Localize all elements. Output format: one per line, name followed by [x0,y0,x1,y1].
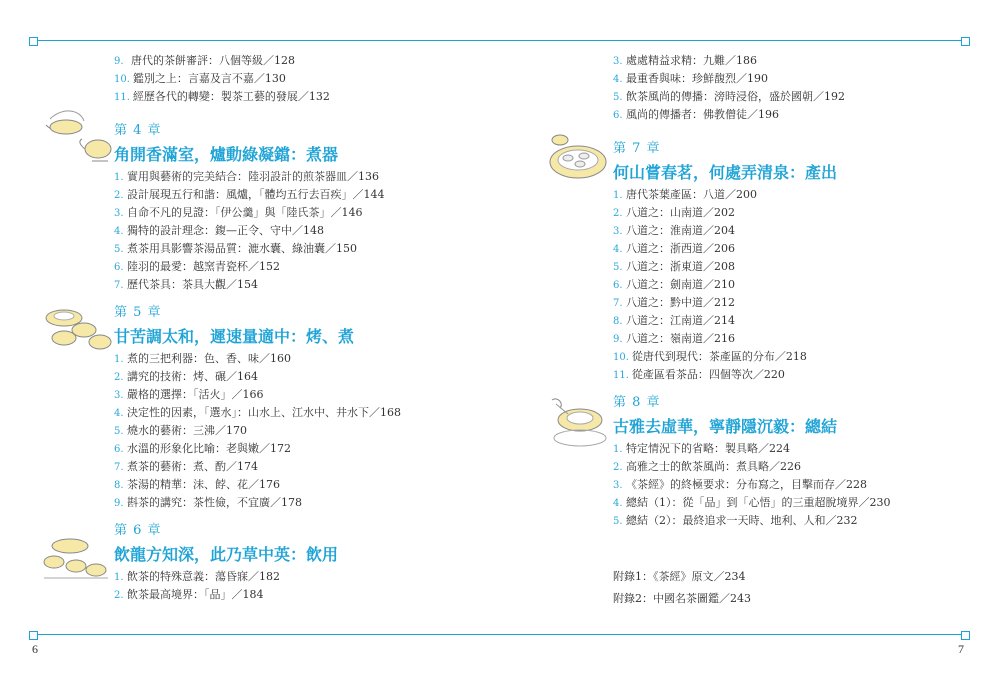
tea-cups-icon [40,530,112,586]
entry-number: 4. [613,244,623,255]
entry-text: 鑑別之上：言嘉及言不嘉／130 [132,72,286,85]
entry-text: 從產區看茶品：四個等次／220 [631,368,785,381]
entry-text: 燒水的藝術：三沸／170 [127,424,247,437]
entry-text: 歷代茶具：茶具大觀／154 [127,278,258,291]
entry-text: 唐代的茶餅審評：八個等級／128 [131,54,295,67]
entry-number: 7. [114,462,124,473]
entry-text: 唐代茶葉產區：八道／200 [626,188,757,201]
toc-entry[interactable] [613,240,993,258]
toc-entry[interactable] [114,458,494,476]
toc-entry[interactable] [114,240,494,258]
toc-entry[interactable] [114,276,494,294]
entry-number: 1. [114,572,124,583]
entry-number: 1. [613,190,623,201]
toc-entry[interactable] [114,204,494,222]
entry-number: 9. [114,56,124,67]
tea-set-icon [42,298,114,356]
entry-number: 5. [613,262,623,273]
left-top-items [114,52,494,106]
toc-entry[interactable] [114,52,494,70]
entry-text: 煮茶的藝術：煮、酌／174 [127,460,258,473]
toc-entry[interactable] [613,476,993,494]
entry-number: 8. [114,480,124,491]
toc-entry[interactable] [114,568,494,586]
entry-text: 從唐代到現代：茶產區的分布／218 [631,350,807,363]
chapter-7 [613,138,993,384]
entry-number: 7. [114,280,124,291]
entry-text: 八道之：嶺南道／216 [626,332,735,345]
entry-text: 八道之：浙東道／208 [626,260,735,273]
toc-entry[interactable] [114,494,494,512]
chapter-4 [114,120,494,294]
chapter-label: 第 6 章 [114,523,162,538]
entry-number: 3. [613,56,623,67]
entry-text: 八道之：劍南道／210 [626,278,735,291]
entry-text: 講究的技術：烤、碾／164 [127,370,258,383]
chapter-title[interactable]: 何山嘗春茗，何處弄清泉：產出 [613,163,838,182]
entry-number: 10. [613,352,629,363]
entry-text: 飲茶的特殊意義：蕩昏寐／182 [127,570,280,583]
entry-number: 5. [613,92,623,103]
toc-entry[interactable] [613,330,993,348]
corner-mark [29,37,38,46]
entry-number: 8. [613,316,623,327]
entry-text: 煮茶用具影響茶湯品質：漉水囊、綠油囊／150 [127,242,357,255]
entry-text: 陸羽的最愛：越窯青瓷杯／152 [127,260,280,273]
toc-entry[interactable] [613,494,993,512]
toc-entry[interactable] [613,348,993,366]
entry-number: 3. [613,480,623,491]
teapot-icon [42,105,114,167]
corner-mark [961,631,970,640]
toc-entry[interactable] [613,440,993,458]
appendix-entry[interactable]: 附錄2：中國名茶圖鑑／243 [613,592,751,605]
right-page-toc [613,52,993,610]
entry-number: 2. [114,590,124,601]
entry-text: 風尚的傳播者：佛教僧徒／196 [626,108,779,121]
chapter-label: 第 8 章 [613,395,661,410]
top-rule [32,40,967,41]
page-number-left: 6 [32,642,38,656]
entry-text: 飲茶最高境界：「品」／184 [127,588,264,601]
entry-number: 5. [613,516,623,527]
entry-number: 9. [613,334,623,345]
toc-entry[interactable] [613,258,993,276]
toc-entry[interactable] [114,422,494,440]
entry-number: 6. [613,110,623,121]
entry-text: 八道之：江南道／214 [626,314,735,327]
toc-entry[interactable] [613,70,993,88]
entry-text: 經歷各代的轉變：製茶工藝的發展／132 [132,90,330,103]
entry-number: 1. [114,354,124,365]
entry-text: 設計展現五行和諧：風爐，「體均五行去百疾」／144 [127,188,385,201]
entry-text: 八道之：浙西道／206 [626,242,735,255]
entry-text: 斟茶的講究：茶性儉，不宜廣／178 [127,496,302,509]
toc-entry[interactable] [114,440,494,458]
entry-text: 自命不凡的見證：「伊公羹」與「陸氏茶」／146 [127,206,363,219]
entry-text: 高雅之士的飲茶風尚：煮具略／226 [626,460,801,473]
toc-entry[interactable] [613,186,993,204]
entry-number: 3. [114,390,124,401]
toc-entry[interactable] [613,106,993,124]
chapter-title[interactable]: 角開香滿室，爐動綠凝鐺：煮器 [114,145,339,164]
entry-text: 八道之：黔中道／212 [626,296,735,309]
chapter-title[interactable]: 甘苦調太和，遲速量適中：烤、煮 [114,327,355,346]
bottom-rule [32,634,967,635]
toc-entry[interactable] [114,404,494,422]
appendix-entry[interactable]: 附錄1：《茶經》原文／234 [613,570,746,583]
appendix-list [613,566,993,610]
chapter-8 [613,392,993,530]
chapter-6 [114,520,494,604]
entry-text: 《茶經》的終極要求：分布寫之，目擊而存／228 [626,478,867,491]
entry-number: 7. [613,298,623,309]
toc-entry[interactable] [613,52,993,70]
entry-number: 10. [114,74,130,85]
entry-text: 飲茶風尚的傳播：滂時浸俗，盛於國朝／192 [626,90,845,103]
toc-entry[interactable] [613,294,993,312]
entry-number: 3. [114,208,124,219]
toc-entry[interactable] [114,586,494,604]
entry-number: 1. [613,444,623,455]
toc-entry[interactable] [114,186,494,204]
entry-text: 獨特的設計理念：鍑—正令、守中／148 [127,224,324,237]
entry-text: 八道之：山南道／202 [626,206,735,219]
toc-entry[interactable] [114,258,494,276]
chapter-label: 第 5 章 [114,305,162,320]
toc-entry[interactable] [114,168,494,186]
entry-number: 4. [613,74,623,85]
chapter-5 [114,302,494,512]
entry-text: 處處精益求精：九難／186 [626,54,757,67]
toc-entry[interactable] [613,512,993,530]
entry-number: 4. [613,498,623,509]
entry-number: 4. [114,408,124,419]
toc-entry[interactable] [114,88,494,106]
entry-text: 總結（2）：最終追求一天時、地利、人和／232 [626,514,858,527]
toc-entry[interactable] [114,386,494,404]
chapter-title[interactable]: 古雅去虛華，寧靜隱沉毅：總結 [613,417,838,436]
entry-text: 最重香與味：珍鮮馥烈／190 [626,72,768,85]
entry-text: 總結（1）：從「品」到「心悟」的三重超脫境界／230 [626,496,891,509]
toc-entry[interactable] [114,368,494,386]
entry-text: 煮的三把利器：色、香、味／160 [127,352,291,365]
toc-entry[interactable] [613,222,993,240]
entry-text: 特定情況下的省略：製具略／224 [626,442,790,455]
toc-entry[interactable] [613,204,993,222]
toc-entry[interactable] [114,350,494,368]
entry-number: 3. [613,226,623,237]
toc-entry[interactable] [613,366,993,384]
toc-entry[interactable] [613,312,993,330]
chapter-title[interactable]: 飲龍方知深，此乃草中英：飲用 [114,545,339,564]
corner-mark [29,631,38,640]
entry-text: 茶湯的精華：沫、餑、花／176 [127,478,280,491]
entry-number: 5. [114,426,124,437]
entry-text: 決定性的因素，「選水」：山水上、江水中、井水下／168 [127,406,401,419]
entry-number: 6. [114,444,124,455]
entry-number: 6. [613,280,623,291]
entry-number: 2. [613,208,623,219]
entry-number: 11. [613,370,629,381]
entry-number: 2. [114,372,124,383]
toc-entry[interactable] [613,458,993,476]
entry-number: 2. [114,190,124,201]
left-page-toc [114,52,494,604]
entry-number: 6. [114,262,124,273]
chapter-label: 第 4 章 [114,123,162,138]
toc-entry[interactable] [114,70,494,88]
entry-number: 4. [114,226,124,237]
toc-entry[interactable] [114,222,494,240]
entry-text: 嚴格的選擇：「活火」／166 [127,388,264,401]
entry-text: 水溫的形象化比喻：老與嫩／172 [127,442,291,455]
toc-entry[interactable] [613,276,993,294]
right-top-items [613,52,993,124]
entry-number: 2. [613,462,623,473]
tea-bowl-icon [544,392,610,452]
toc-entry[interactable] [114,476,494,494]
page-number-right: 7 [958,642,964,656]
entry-number: 1. [114,172,124,183]
entry-number: 11. [114,92,130,103]
chapter-label: 第 7 章 [613,141,661,156]
entry-number: 9. [114,498,124,509]
tea-tray-icon [544,130,610,182]
entry-text: 實用與藝術的完美結合：陸羽設計的煎茶器皿／136 [127,170,379,183]
toc-entry[interactable] [613,88,993,106]
entry-text: 八道之：淮南道／204 [626,224,735,237]
corner-mark [961,37,970,46]
entry-number: 5. [114,244,124,255]
